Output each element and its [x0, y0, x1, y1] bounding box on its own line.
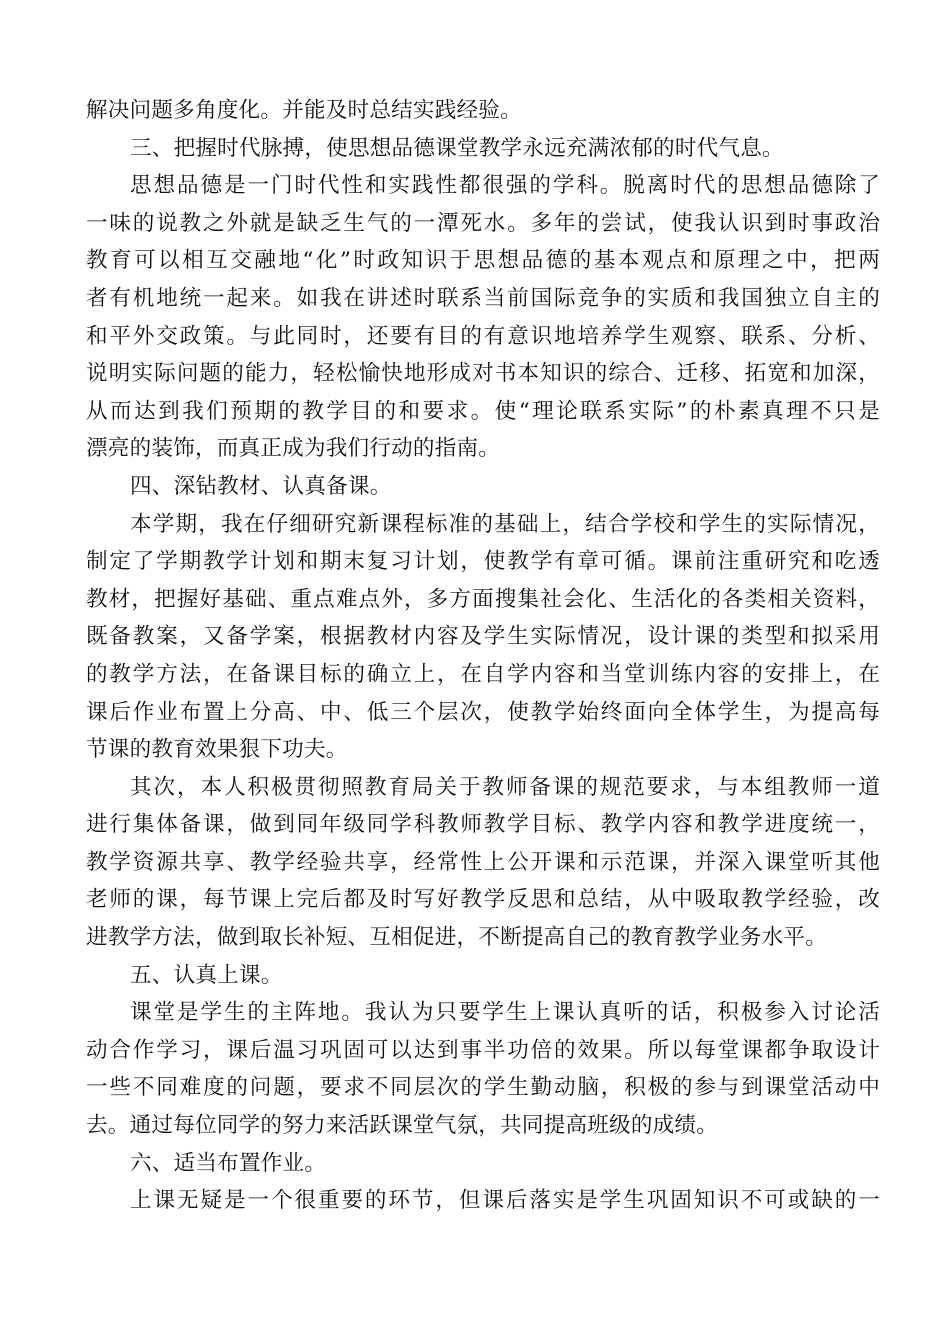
text-line: 进行集体备课，做到同年级同学科教师教学目标、教学内容和教学进度统一， — [86, 812, 880, 838]
text-line: 既备教案，又备学案，根据教材内容及学生实际情况，设计课的类型和拟采用 — [86, 624, 880, 650]
text-line: 节课的教育效果狠下功夫。 — [86, 737, 348, 763]
text-line: 进教学方法，做到取长补短、互相促进，不断提高自己的教育教学业务水平。 — [86, 925, 827, 951]
text-line: 教材，把握好基础、重点难点外，多方面搜集社会化、生活化的各类相关资料， — [86, 586, 880, 612]
text-line: 漂亮的装饰，而真正成为我们行动的指南。 — [86, 436, 501, 462]
text-line: 课后作业布置上分高、中、低三个层次，使教学始终面向全体学生，为提高每 — [86, 699, 880, 725]
text-line: 上课无疑是一个很重要的环节，但课后落实是学生巩固知识不可或缺的一 — [130, 1188, 880, 1214]
text-line: 课堂是学生的主阵地。我认为只要学生上课认真听的话，积极参入讨论活 — [130, 1000, 880, 1026]
text-line: 六、适当布置作业。 — [130, 1150, 327, 1176]
text-line: 教育可以相互交融地“化”时政知识于思想品德的基本观点和原理之中，把两 — [86, 248, 880, 274]
text-line: 五、认真上课。 — [130, 962, 283, 988]
text-line: 说明实际问题的能力，轻松愉快地形成对书本知识的综合、迁移、拓宽和加深， — [86, 361, 880, 387]
text-line: 四、深钻教材、认真备课。 — [130, 473, 392, 499]
text-line: 思想品德是一门时代性和实践性都很强的学科。脱离时代的思想品德除了 — [130, 173, 880, 199]
document-body — [86, 92, 880, 1220]
text-line: 三、把握时代脉搏，使思想品德课堂教学永远充满浓郁的时代气息。 — [130, 135, 784, 161]
text-line: 老师的课，每节课上完后都及时写好教学反思和总结，从中吸取教学经验，改 — [86, 887, 880, 913]
text-line: 制定了学期教学计划和期末复习计划，使教学有章可循。课前注重研究和吃透 — [86, 549, 880, 575]
text-line: 其次，本人积极贯彻照教育局关于教师备课的规范要求，与本组教师一道 — [130, 774, 880, 800]
text-line: 的教学方法，在备课目标的确立上，在自学内容和当堂训练内容的安排上，在 — [86, 661, 880, 687]
text-line: 教学资源共享、教学经验共享，经常性上公开课和示范课，并深入课堂听其他 — [86, 849, 880, 875]
text-line: 从而达到我们预期的教学目的和要求。使“理论联系实际”的朴素真理不只是 — [86, 398, 880, 424]
text-line: 一味的说教之外就是缺乏生气的一潭死水。多年的尝试，使我认识到时事政治 — [86, 210, 880, 236]
text-line: 动合作学习，课后温习巩固可以达到事半功倍的效果。所以每堂课都争取设计 — [86, 1037, 880, 1063]
text-line: 本学期，我在仔细研究新课程标准的基础上，结合学校和学生的实际情况， — [130, 511, 880, 537]
text-line: 和平外交政策。与此同时，还要有目的有意识地培养学生观察、联系、分析、 — [86, 323, 880, 349]
text-line: 者有机地统一起来。如我在讲述时联系当前国际竞争的实质和我国独立自主的 — [86, 285, 880, 311]
text-line: 一些不同难度的问题，要求不同层次的学生勤动脑，积极的参与到课堂活动中 — [86, 1075, 880, 1101]
text-line: 去。通过每位同学的努力来活跃课堂气氛，共同提高班级的成绩。 — [86, 1113, 719, 1139]
text-line: 解决问题多角度化。并能及时总结实践经验。 — [86, 98, 522, 123]
